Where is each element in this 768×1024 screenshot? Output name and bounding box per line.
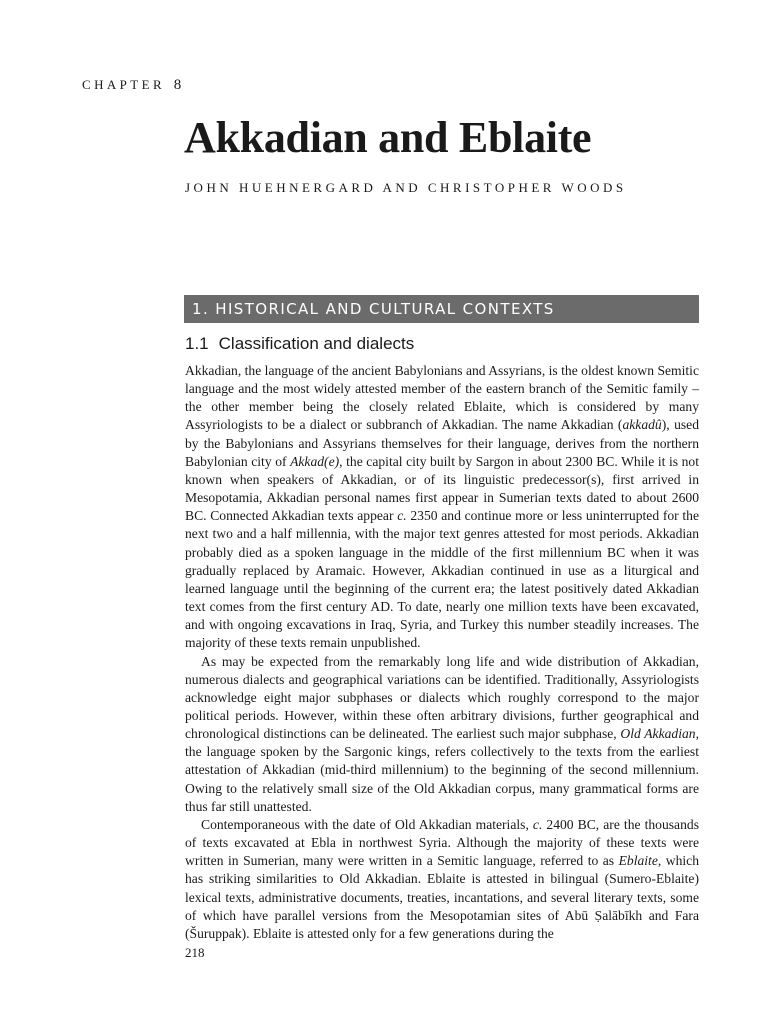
chapter-authors: JOHN HUEHNERGARD AND CHRISTOPHER WOODS <box>185 180 627 195</box>
italic-term: akkadû <box>622 417 662 433</box>
italic-term: Akkad(e) <box>290 453 340 469</box>
italic-term: Old Akkadian <box>620 726 696 742</box>
italic-term: Eblaite <box>618 853 658 869</box>
paragraph-2: As may be expected from the remarkably long life and wide distribution of Akkadian, numerous dialects and geographical variations can be identified. Traditionally, Assyriologists acknowledge eight major subphases or dialects which roughly correspond to the major political periods. However, within these often arbitrary divisions, further geographical and chronological distinctions can be delineated. The earliest such major subphase, Old Akkadian, the language spoken by the Sargonic kings, refers collectively to the texts from the earliest attestation of Akkadian (mid-third millennium) to the beginning of the second millennium. Owing to the relatively small size of the Old Akkadian corpus, many grammatical forms are thus far still unattested. <box>185 653 699 814</box>
body-text <box>185 362 699 943</box>
paragraph-1: Akkadian, the language of the ancient Babylonians and Assyrians, is the oldest known Semitic language and the most widely attested member of the eastern branch of the Semitic family – the other member being the closely related Eblaite, which is considered by many Assyriologists to be a dialect or subbranch of Akkadian. The name Akkadian (akkadû), used by the Babylonians and Assyrians themselves for their language, derives from the northern Babylonian city of Akkad(e), the capital city built by Sargon in about 2300 BC. While it is not known when speakers of Akkadian, or of its linguistic predecessor(s), first arrived in Mesopotamia, Akkadian personal names first appear in Sumerian texts dated to about 2600 BC. Connected Akkadian texts appear c. 2350 and continue more or less uninterrupted for the next two and a half millennia, with the major text genres attested for most periods. Akkadian probably died as a spoken language in the middle of the first millennium BC when it was gradually replaced by Aramaic. However, Akkadian continued in use as a liturgical and learned language until the beginning of the current era; the latest positively dated Akkadian text comes from the first century AD. To date, nearly one million texts have been excavated, and with ongoing excavations in Iraq, Syria, and Turkey this number steadily increases. The majority of these texts remain unpublished. <box>185 363 700 651</box>
subsection-heading <box>185 333 414 355</box>
italic-term: c. <box>397 508 407 524</box>
section-number: 1. <box>192 300 210 318</box>
paragraph-3: Contemporaneous with the date of Old Akkadian materials, c. 2400 BC, are the thousands of texts excavated at Ebla in northwest Syria. Although the majority of these texts were written in Sumerian, many were written in a Semitic language, referred to as Eblaite, which has striking similarities to Old Akkadian. Eblaite is attested in bilingual (Sumero-Eblaite) lexical texts, administrative documents, treaties, incantations, and several literary texts, some of which have parallel versions from the Mesopotamian sites of Abū Ṣalābīkh and Fara (Šuruppak). Eblaite is attested only for a few generations during the <box>185 816 699 941</box>
page-number: 218 <box>185 945 205 960</box>
chapter-title: Akkadian and Eblaite <box>184 113 592 162</box>
subsection-title: Classification and dialects <box>218 334 415 353</box>
section-title: HISTORICAL AND CULTURAL CONTEXTS <box>215 300 555 318</box>
chapter-label <box>82 77 181 94</box>
subsection-number: 1.1 <box>185 334 209 353</box>
chapter-word: CHAPTER <box>82 77 166 92</box>
chapter-number: 8 <box>173 77 182 93</box>
section-heading-bar <box>184 295 699 323</box>
italic-term: c. <box>532 816 543 832</box>
